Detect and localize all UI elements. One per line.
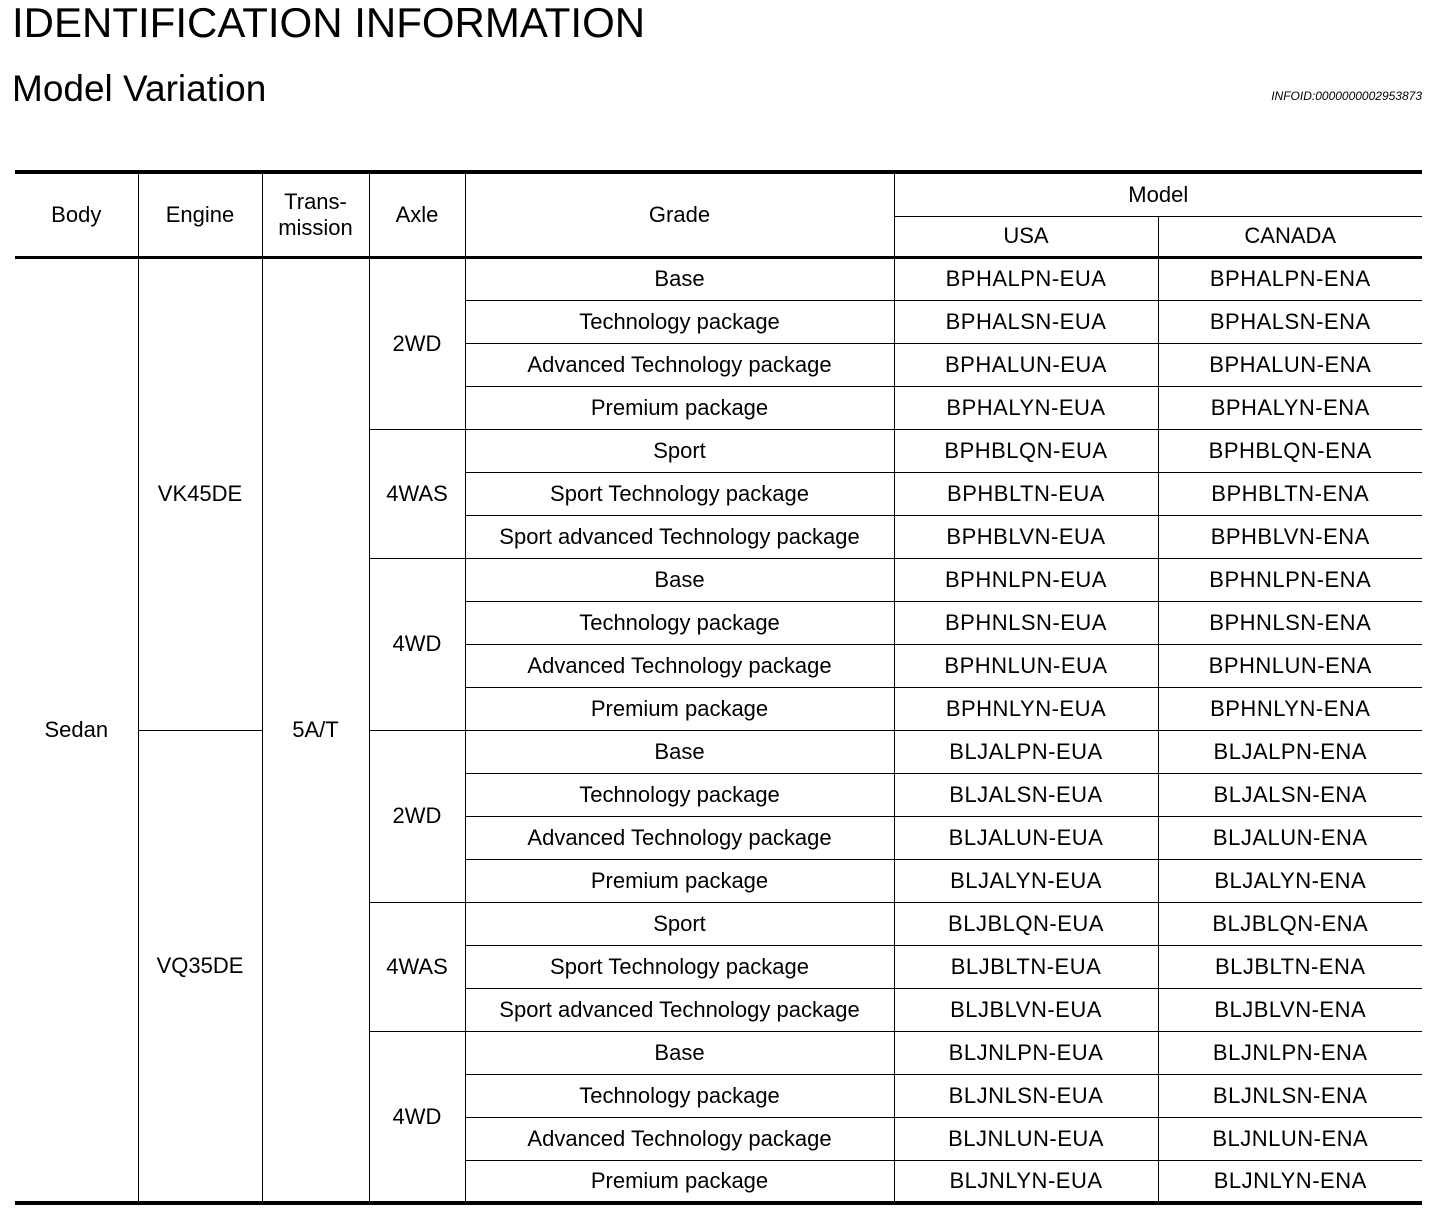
axle-cell: 4WD <box>369 558 465 730</box>
canada-model-cell: BLJBLQN-ENA <box>1158 902 1422 945</box>
grade-cell: Advanced Technology package <box>465 644 894 687</box>
usa-model-cell: BLJALYN-EUA <box>894 859 1158 902</box>
usa-model-cell: BLJNLYN-EUA <box>894 1160 1158 1203</box>
model-variation-table <box>15 170 1422 1205</box>
header-model: Model <box>894 172 1422 216</box>
grade-cell: Base <box>465 558 894 601</box>
canada-model-cell: BPHNLSN-ENA <box>1158 601 1422 644</box>
grade-cell: Technology package <box>465 773 894 816</box>
usa-model-cell: BPHALYN-EUA <box>894 386 1158 429</box>
canada-model-cell: BLJALPN-ENA <box>1158 730 1422 773</box>
canada-model-cell: BLJNLSN-ENA <box>1158 1074 1422 1117</box>
usa-model-cell: BLJBLVN-EUA <box>894 988 1158 1031</box>
usa-model-cell: BLJALSN-EUA <box>894 773 1158 816</box>
header-axle: Axle <box>369 172 465 257</box>
usa-model-cell: BLJBLQN-EUA <box>894 902 1158 945</box>
canada-model-cell: BPHNLPN-ENA <box>1158 558 1422 601</box>
page-title: IDENTIFICATION INFORMATION <box>12 0 646 46</box>
canada-model-cell: BPHALYN-ENA <box>1158 386 1422 429</box>
grade-cell: Premium package <box>465 859 894 902</box>
header-engine: Engine <box>138 172 262 257</box>
usa-model-cell: BPHNLSN-EUA <box>894 601 1158 644</box>
grade-cell: Technology package <box>465 300 894 343</box>
header-usa: USA <box>894 216 1158 257</box>
usa-model-cell: BLJBLTN-EUA <box>894 945 1158 988</box>
grade-cell: Sport Technology package <box>465 472 894 515</box>
header-canada: CANADA <box>1158 216 1422 257</box>
grade-cell: Premium package <box>465 687 894 730</box>
grade-cell: Advanced Technology package <box>465 1117 894 1160</box>
table-row <box>15 730 1422 773</box>
canada-model-cell: BLJNLYN-ENA <box>1158 1160 1422 1203</box>
canada-model-cell: BLJALSN-ENA <box>1158 773 1422 816</box>
grade-cell: Premium package <box>465 386 894 429</box>
engine-cell: VK45DE <box>138 257 262 730</box>
usa-model-cell: BPHNLUN-EUA <box>894 644 1158 687</box>
canada-model-cell: BPHBLTN-ENA <box>1158 472 1422 515</box>
canada-model-cell: BPHNLYN-ENA <box>1158 687 1422 730</box>
grade-cell: Advanced Technology package <box>465 343 894 386</box>
canada-model-cell: BPHBLVN-ENA <box>1158 515 1422 558</box>
header-transmission-line2: mission <box>278 214 353 240</box>
grade-cell: Base <box>465 1031 894 1074</box>
header-transmission-line1: Trans- <box>284 189 347 215</box>
grade-cell: Sport Technology package <box>465 945 894 988</box>
usa-model-cell: BPHALPN-EUA <box>894 257 1158 300</box>
grade-cell: Sport <box>465 902 894 945</box>
usa-model-cell: BPHALUN-EUA <box>894 343 1158 386</box>
canada-model-cell: BLJNLPN-ENA <box>1158 1031 1422 1074</box>
engine-cell: VQ35DE <box>138 730 262 1203</box>
usa-model-cell: BPHALSN-EUA <box>894 300 1158 343</box>
usa-model-cell: BPHBLQN-EUA <box>894 429 1158 472</box>
axle-cell: 4WAS <box>369 902 465 1031</box>
canada-model-cell: BLJALYN-ENA <box>1158 859 1422 902</box>
usa-model-cell: BLJNLUN-EUA <box>894 1117 1158 1160</box>
header-transmission <box>262 172 369 257</box>
grade-cell: Sport advanced Technology package <box>465 515 894 558</box>
grade-cell: Advanced Technology package <box>465 816 894 859</box>
header-body: Body <box>15 172 138 257</box>
section-title: Model Variation <box>12 68 267 109</box>
usa-model-cell: BLJNLSN-EUA <box>894 1074 1158 1117</box>
info-id: INFOID:0000000002953873 <box>1271 89 1422 103</box>
canada-model-cell: BPHALPN-ENA <box>1158 257 1422 300</box>
canada-model-cell: BPHALSN-ENA <box>1158 300 1422 343</box>
axle-cell: 2WD <box>369 257 465 429</box>
usa-model-cell: BPHNLYN-EUA <box>894 687 1158 730</box>
grade-cell: Technology package <box>465 601 894 644</box>
usa-model-cell: BLJALPN-EUA <box>894 730 1158 773</box>
axle-cell: 4WD <box>369 1031 465 1203</box>
canada-model-cell: BLJBLTN-ENA <box>1158 945 1422 988</box>
canada-model-cell: BPHBLQN-ENA <box>1158 429 1422 472</box>
table-body <box>15 257 1422 1203</box>
grade-cell: Sport advanced Technology package <box>465 988 894 1031</box>
grade-cell: Sport <box>465 429 894 472</box>
grade-cell: Base <box>465 730 894 773</box>
canada-model-cell: BLJNLUN-ENA <box>1158 1117 1422 1160</box>
grade-cell: Technology package <box>465 1074 894 1117</box>
usa-model-cell: BPHBLVN-EUA <box>894 515 1158 558</box>
canada-model-cell: BLJALUN-ENA <box>1158 816 1422 859</box>
grade-cell: Base <box>465 257 894 300</box>
axle-cell: 4WAS <box>369 429 465 558</box>
usa-model-cell: BPHNLPN-EUA <box>894 558 1158 601</box>
header-grade: Grade <box>465 172 894 257</box>
canada-model-cell: BPHNLUN-ENA <box>1158 644 1422 687</box>
body-cell: Sedan <box>15 257 138 1203</box>
transmission-cell: 5A/T <box>262 257 369 1203</box>
table-row <box>15 257 1422 300</box>
canada-model-cell: BLJBLVN-ENA <box>1158 988 1422 1031</box>
usa-model-cell: BLJNLPN-EUA <box>894 1031 1158 1074</box>
grade-cell: Premium package <box>465 1160 894 1203</box>
axle-cell: 2WD <box>369 730 465 902</box>
usa-model-cell: BPHBLTN-EUA <box>894 472 1158 515</box>
usa-model-cell: BLJALUN-EUA <box>894 816 1158 859</box>
canada-model-cell: BPHALUN-ENA <box>1158 343 1422 386</box>
